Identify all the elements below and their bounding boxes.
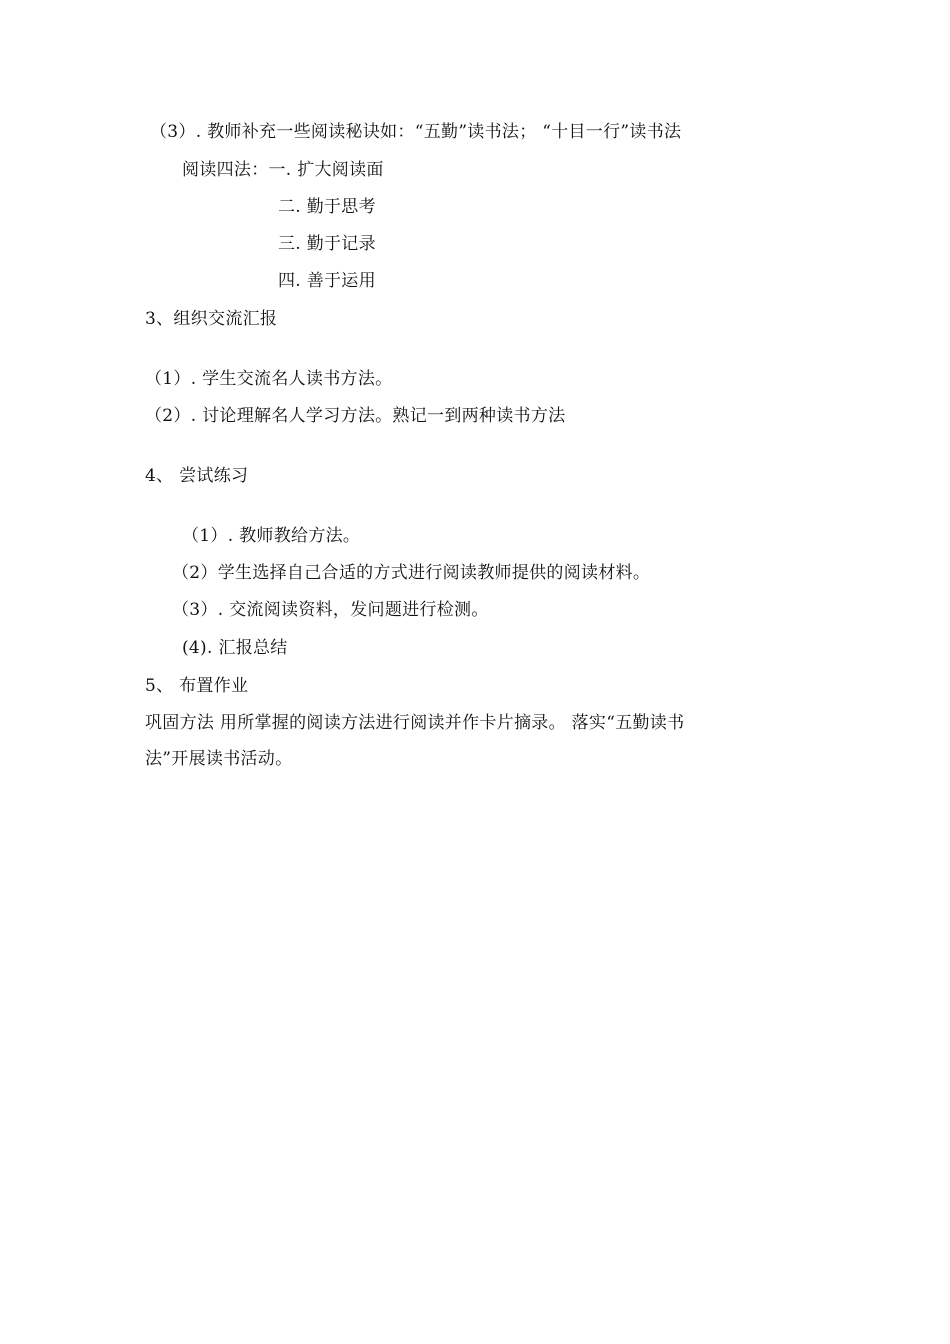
- text-line-homework-2: 法”开展读书活动。: [145, 749, 293, 769]
- text-line-homework-1: 巩固方法 用所掌握的阅读方法进行阅读并作卡片摘录。 落实“五勤读书: [145, 713, 685, 733]
- text-line-practice-3: （3）. 交流阅读资料，发问题进行检测。: [172, 600, 489, 620]
- text-line-practice-2: （2）学生选择自己合适的方式进行阅读教师提供的阅读材料。: [172, 563, 651, 583]
- section-heading-4: 4、 尝试练习: [145, 466, 249, 486]
- text-line-teacher-tips: （3）. 教师补充一些阅读秘诀如：“五勤”读书法； “十目一行”读书法: [150, 122, 682, 142]
- text-line-four-methods-4: 四. 善于运用: [278, 271, 376, 291]
- text-line-exchange-1: （1）. 学生交流名人读书方法。: [145, 369, 393, 389]
- text-line-four-methods-3: 三. 勤于记录: [278, 234, 376, 254]
- text-line-four-methods-2: 二. 勤于思考: [278, 197, 376, 217]
- text-line-practice-1: （1）. 教师教给方法。: [182, 526, 361, 546]
- text-line-practice-4: (4). 汇报总结: [182, 638, 288, 658]
- section-heading-5: 5、 布置作业: [145, 676, 249, 696]
- section-heading-3: 3、组织交流汇报: [145, 309, 278, 329]
- text-line-four-methods-1: 阅读四法：一. 扩大阅读面: [182, 160, 384, 180]
- text-line-exchange-2: （2）. 讨论理解名人学习方法。熟记一到两种读书方法: [145, 406, 566, 426]
